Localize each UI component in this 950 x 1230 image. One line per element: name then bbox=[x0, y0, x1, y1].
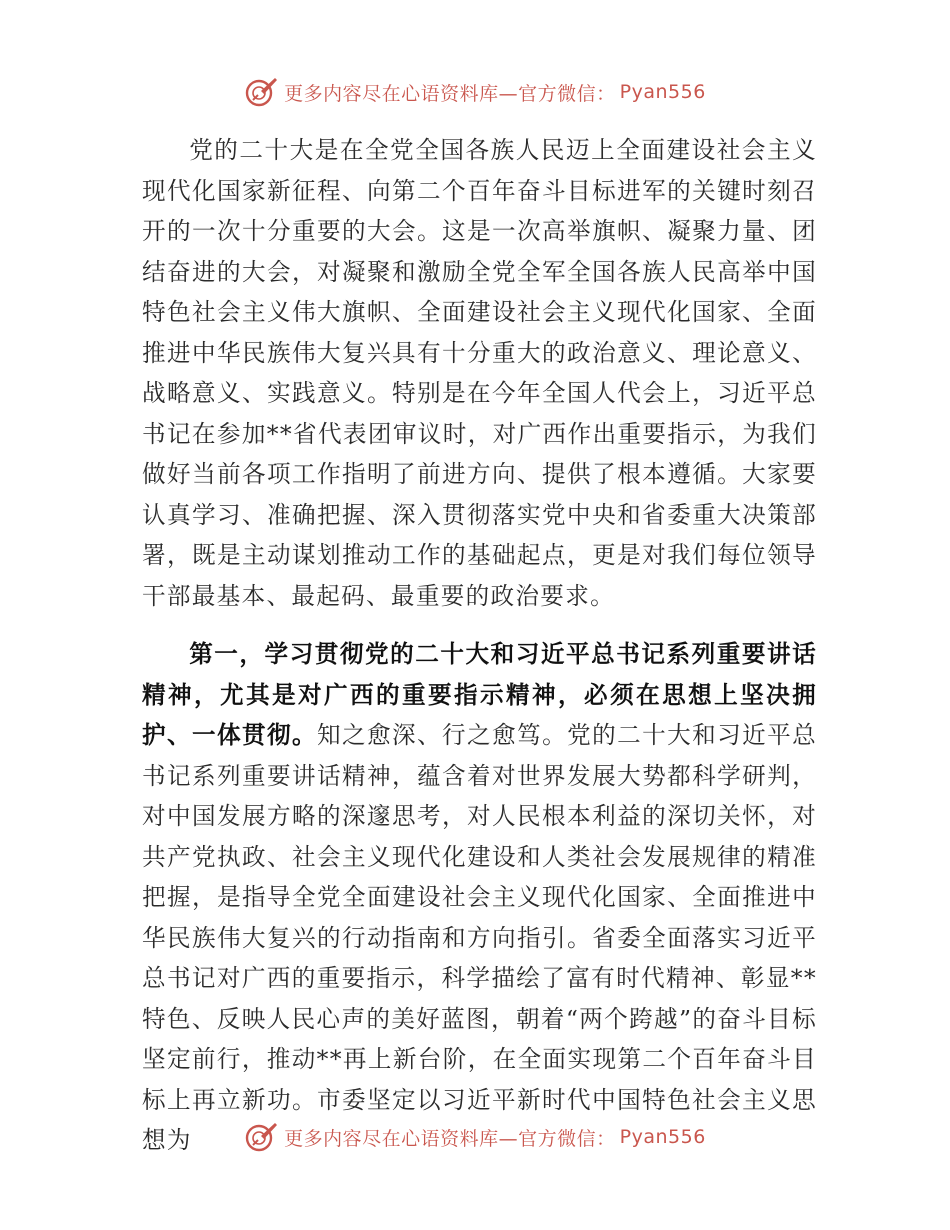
paragraph-intro bbox=[142, 130, 817, 616]
watermark-handle: Pyan556 bbox=[619, 1126, 706, 1148]
watermark-text: 更多内容尽在心语资料库—官方微信： bbox=[284, 82, 616, 105]
watermark-handle: Pyan556 bbox=[619, 81, 706, 103]
pen-nib-logo-icon bbox=[244, 1120, 278, 1154]
paragraph-text: 党的二十大是在全党全国各族人民迈上全面建设社会主义现代化国家新征程、向第二个百年奋斗目标进军的关键时刻召开的一次十分重要的大会。这是一次高举旗帜、凝聚力量、团结奋进的大会，对凝聚和激励全党全军全国各族人民高举中国特色社会主义伟大旗帜、全面建设社会主义现代化国家、全面推进中华民族伟大复兴具有十分重大的政治意义、理论意义、战略意义、实践意义。特别是在今年全国人代会上，习近平总书记在参加**省代表团审议时，对广西作出重要指示，为我们做好当前各项工作指明了前进方向、提供了根本遵循。大家要认真学习、准确把握、深入贯彻落实党中央和省委重大决策部署，既是主动谋划推动工作的基础起点，更是对我们每位领导干部最基本、最起码、最重要的政治要求。 bbox=[142, 136, 817, 610]
paragraph-text: 知之愈深、行之愈笃。党的二十大和习近平总书记系列重要讲话精神，蕴含着对世界发展大势都科学研判，对中国发展方略的深邃思考，对人民根本利益的深切关怀，对共产党执政、社会主义现代化建设和人类社会发展规律的精准把握，是指导全党全面建设社会主义现代化国家、全面推进中华民族伟大复兴的行动指南和方向指引。省委全面落实习近平总书记对广西的重要指示，科学描绘了富有时代精神、彰显**特色、反映人民心声的美好蓝图，朝着“两个跨越”的奋斗目标坚定前行，推动**再上新台阶，在全面实现第二个百年奋斗目标上再立新功。市委坚定以习近平新时代中国特色社会主义思想为 bbox=[142, 721, 817, 1154]
document-body bbox=[142, 130, 817, 1161]
paragraph-point-one bbox=[142, 634, 817, 1161]
pen-nib-logo-icon bbox=[244, 75, 278, 109]
paragraph-heading: 第一，学习贯彻党的二十大和习近平总书记系列重要讲话精神，尤其是对广西的重要指示精神，必须在思想上坚决拥护、一体贯彻。 bbox=[142, 640, 817, 749]
footer-watermark bbox=[0, 1117, 950, 1157]
watermark-text: 更多内容尽在心语资料库—官方微信： bbox=[284, 1127, 616, 1150]
header-watermark bbox=[0, 72, 950, 112]
